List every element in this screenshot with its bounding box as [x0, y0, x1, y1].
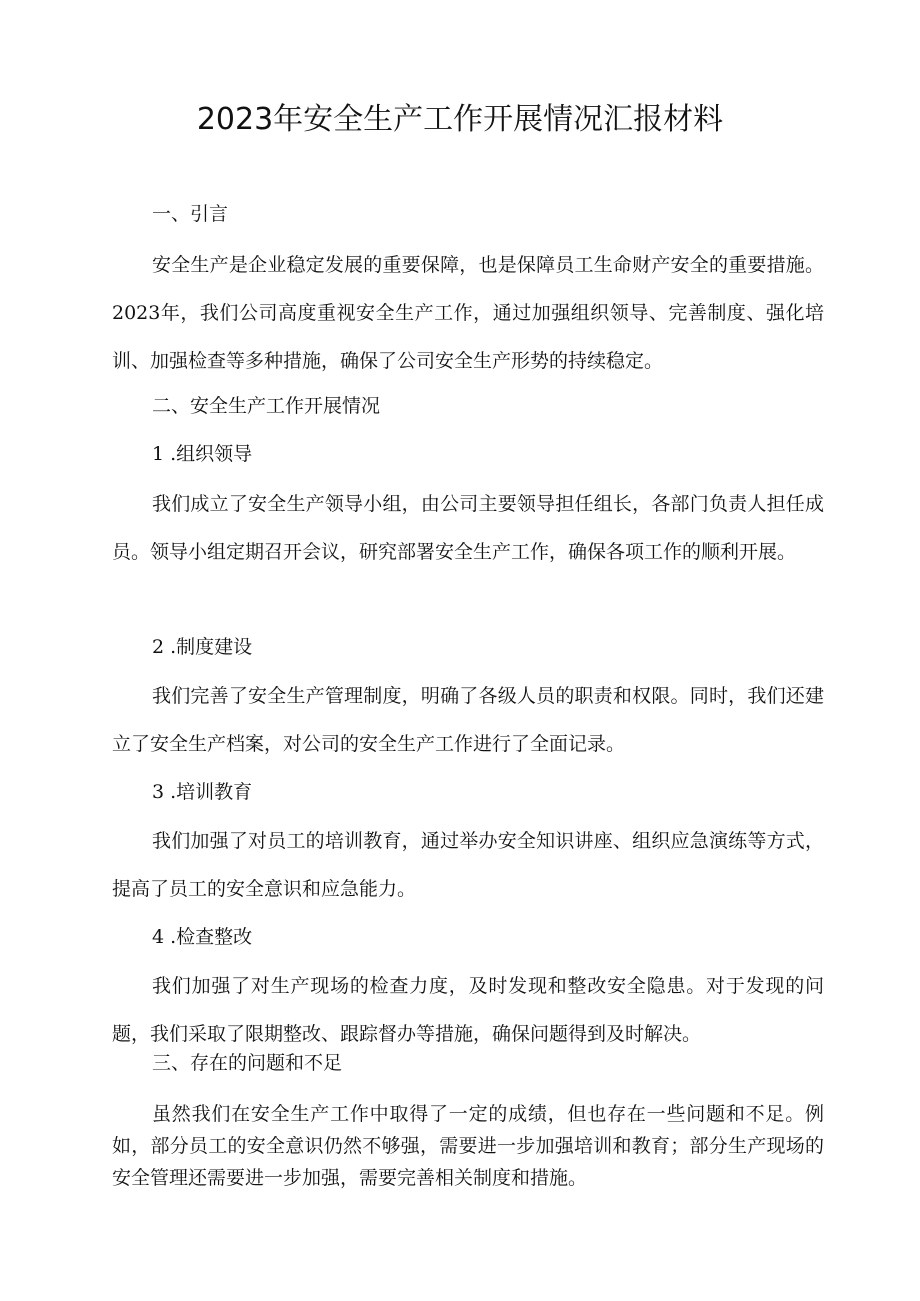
paragraph-organization: 我们成立了安全生产领导小组，由公司主要领导担任组长，各部门负责人担任成员。领导小组定期召开会议，研究部署安全生产工作，确保各项工作的顺利开展。	[112, 493, 824, 563]
paragraph-inspection: 我们加强了对生产现场的检查力度，及时发现和整改安全隐患。对于发现的问题，我们采取了限期整改、跟踪督办等措施，确保问题得到及时解决。	[112, 975, 824, 1045]
section-heading-problems: 三、存在的问题和不足	[152, 1052, 343, 1074]
section-heading-intro: 一、引言	[152, 203, 229, 225]
document-title: 2023年安全生产工作开展情况汇报材料	[196, 102, 724, 137]
subheading-inspection: 4 .检查整改	[152, 926, 253, 948]
paragraph-problems: 虽然我们在安全生产工作中取得了一定的成绩，但也存在一些问题和不足。例如，部分员工的安全意识仍然不够强，需要进一步加强培训和教育；部分生产现场的安全管理还需要进一步加强，需要完善相关制度和措施。	[112, 1103, 824, 1189]
section-heading-progress: 二、安全生产工作开展情况	[152, 395, 381, 417]
subheading-organization: 1 .组织领导	[152, 443, 253, 465]
paragraph-training: 我们加强了对员工的培训教育，通过举办安全知识讲座、组织应急演练等方式，提高了员工的安全意识和应急能力。	[112, 830, 824, 900]
paragraph-system-building: 我们完善了安全生产管理制度，明确了各级人员的职责和权限。同时，我们还建立了安全生产档案，对公司的安全生产工作进行了全面记录。	[112, 685, 824, 755]
paragraph-intro: 安全生产是企业稳定发展的重要保障，也是保障员工生命财产安全的重要措施。2023年，我们公司高度重视安全生产工作，通过加强组织领导、完善制度、强化培训、加强检查等多种措施，确保了公司安全生产形势的持续稳定。	[112, 254, 824, 372]
subheading-system-building: 2 .制度建设	[152, 636, 253, 658]
subheading-training: 3 .培训教育	[152, 781, 253, 803]
